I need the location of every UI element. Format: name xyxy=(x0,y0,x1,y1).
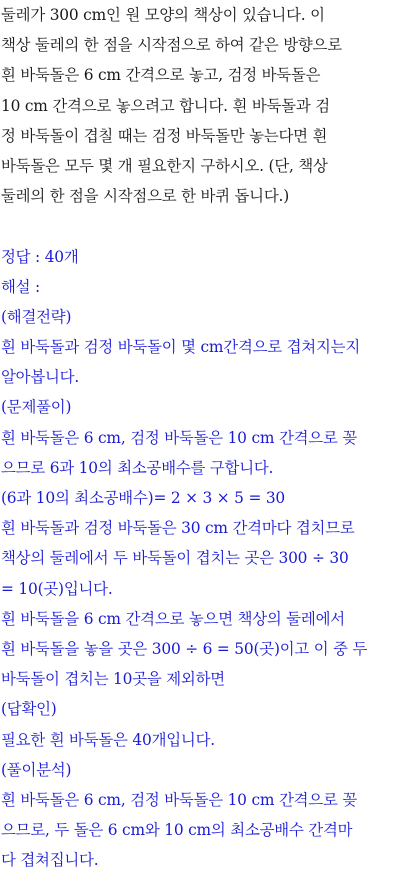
explanation-line: 알아봅니다. xyxy=(1,368,80,387)
explanation-line: 흰 바둑돌은 6 cm, 검정 바둑돌은 10 cm 간격으로 꽂 xyxy=(1,428,358,447)
strategy-heading: (해결전략) xyxy=(1,307,72,326)
explanation-line: 흰 바둑돌은 6 cm, 검정 바둑돌은 10 cm 간격으로 꽂 xyxy=(1,790,358,809)
explanation-heading: 해설 : xyxy=(1,277,41,296)
explanation-line: 필요한 흰 바둑돌은 40개입니다. xyxy=(1,730,215,749)
explanation-line: 으므로 6과 10의 최소공배수를 구합니다. xyxy=(1,458,274,477)
question-line: 10 cm 간격으로 놓으려고 합니다. 흰 바둑돌과 검 xyxy=(1,96,330,115)
question-line: 둘레의 한 점을 시작점으로 한 바퀴 돕니다.) xyxy=(1,187,289,206)
question-line: 책상 둘레의 한 점을 시작점으로 하여 같은 방향으로 xyxy=(1,36,342,55)
explanation-line: 흰 바둑돌을 6 cm 간격으로 놓으면 책상의 둘레에서 xyxy=(1,609,345,628)
solution-heading: (문제풀이) xyxy=(1,398,72,417)
answer-block xyxy=(0,242,400,876)
question-line: 바둑돌은 모두 몇 개 필요한지 구하시오. (단, 책상 xyxy=(1,156,328,175)
explanation-line: = 10(곳)입니다. xyxy=(1,579,113,598)
section-spacer xyxy=(0,211,400,241)
question-line: 정 바둑돌이 겹칠 때는 검정 바둑돌만 놓는다면 흰 xyxy=(1,126,328,145)
analysis-heading: (풀이분석) xyxy=(1,760,72,779)
explanation-line: 책상의 둘레에서 두 바둑돌이 겹치는 곳은 300 ÷ 30 xyxy=(1,549,349,568)
answer-line: 정답 : 40개 xyxy=(1,247,79,266)
check-heading: (답확인) xyxy=(1,700,57,719)
explanation-line: 다 겹쳐집니다. xyxy=(1,851,99,870)
explanation-line: 흰 바둑돌과 검정 바둑돌은 30 cm 간격마다 겹치므로 xyxy=(1,519,355,538)
explanation-line: 바둑돌이 겹치는 10곳을 제외하면 xyxy=(1,670,225,689)
explanation-line: 흰 바둑돌과 검정 바둑돌이 몇 cm간격으로 겹쳐지는지 xyxy=(1,338,360,357)
explanation-line: 으므로, 두 돌은 6 cm와 10 cm의 최소공배수 간격마 xyxy=(1,821,353,840)
question-line: 둘레가 300 cm인 원 모양의 책상이 있습니다. 이 xyxy=(1,6,325,24)
explanation-line: (6과 10의 최소공배수)= 2 × 3 × 5 = 30 xyxy=(1,489,286,507)
explanation-line: 흰 바둑돌을 놓을 곳은 300 ÷ 6 = 50(곳)이고 이 중 두 xyxy=(1,639,368,658)
question-line: 흰 바둑돌은 6 cm 간격으로 놓고, 검정 바둑돌은 xyxy=(1,66,321,85)
question-block xyxy=(0,0,400,211)
